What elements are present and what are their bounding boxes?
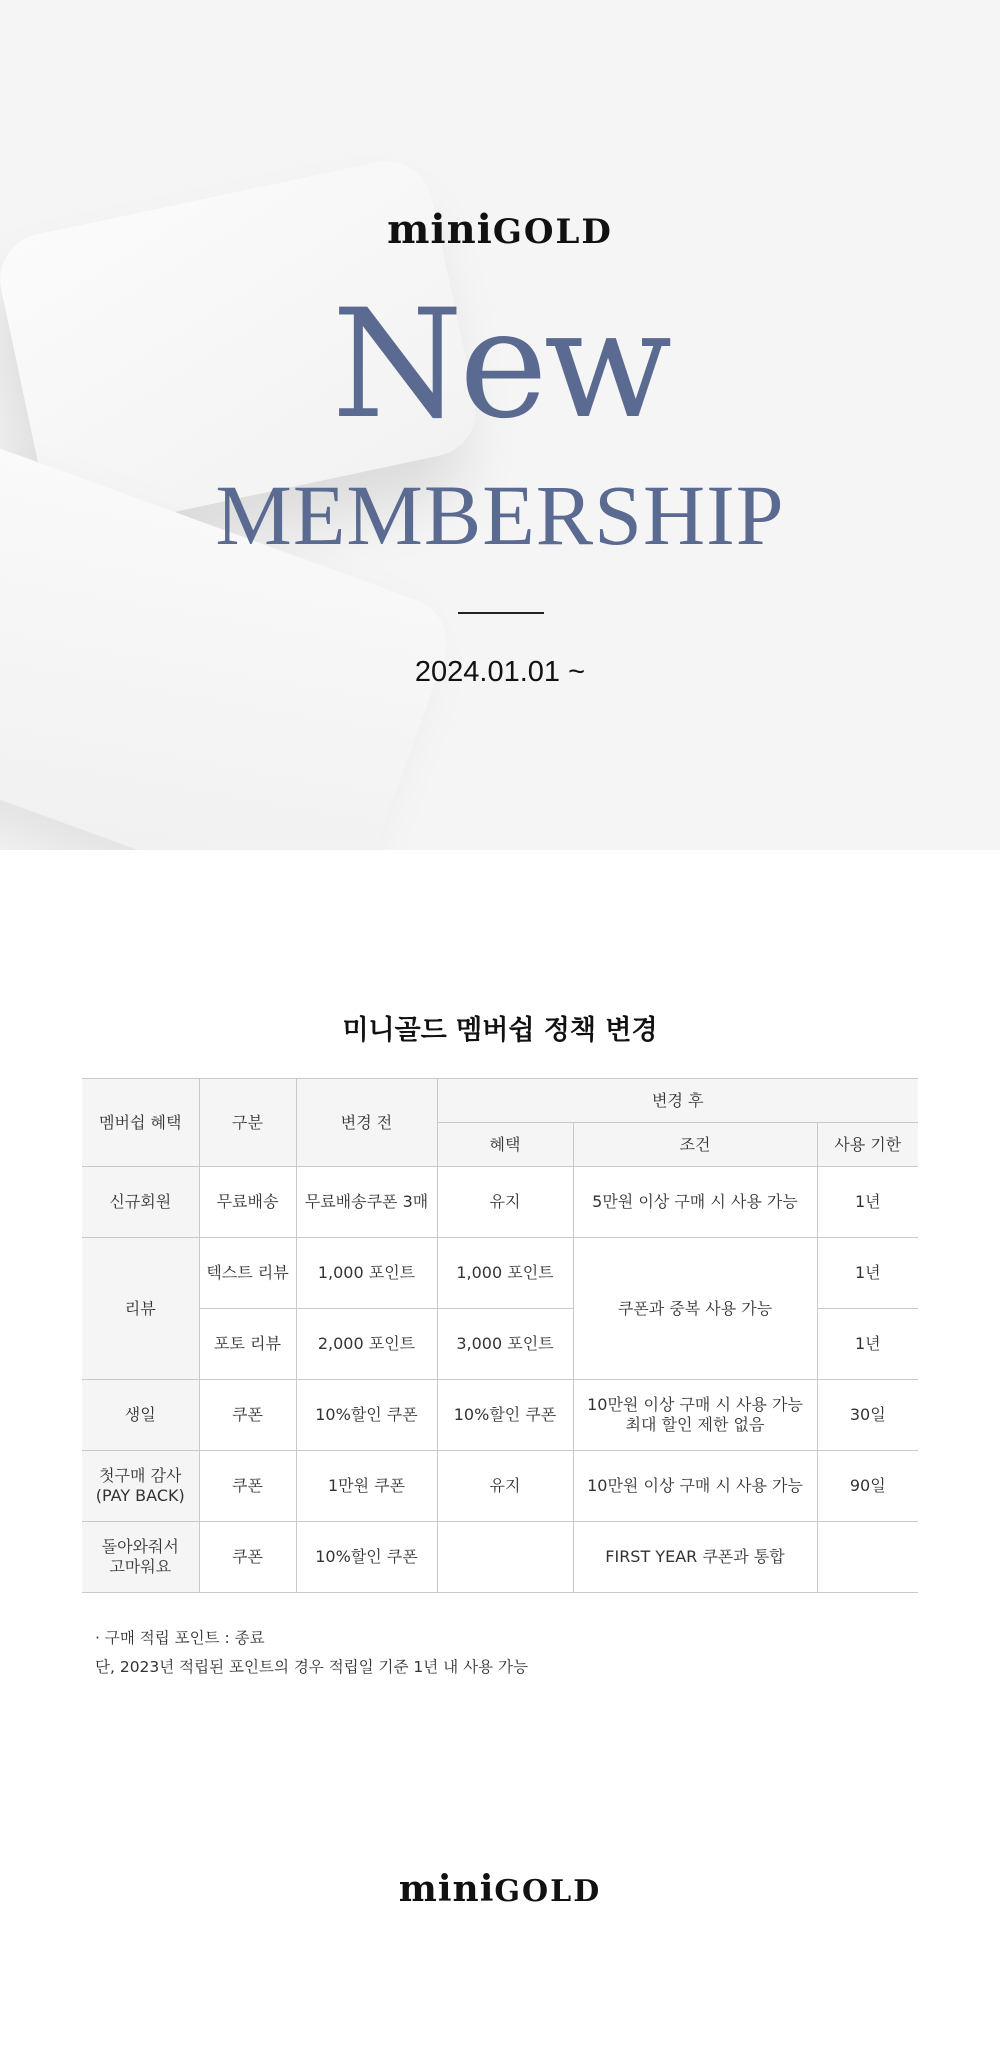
row-after-benefit: 유지	[437, 1167, 573, 1238]
row-after-benefit: 10%할인 쿠폰	[437, 1380, 573, 1451]
header-after: 변경 후	[437, 1079, 918, 1123]
table-row	[82, 1238, 918, 1309]
row-category: 무료배송	[199, 1167, 296, 1238]
note-line: · 구매 적립 포인트 : 종료	[95, 1629, 265, 1647]
header-after-benefit: 혜택	[437, 1123, 573, 1167]
row-condition: 5만원 이상 구매 시 사용 가능	[573, 1167, 817, 1238]
row-category: 텍스트 리뷰	[199, 1238, 296, 1309]
row-before: 10%할인 쿠폰	[296, 1522, 437, 1593]
row-period	[817, 1522, 918, 1593]
brand-logo[interactable]	[0, 206, 1000, 253]
row-condition: 10만원 이상 구매 시 사용 가능	[573, 1451, 817, 1522]
row-category: 쿠폰	[199, 1451, 296, 1522]
row-condition: 쿠폰과 중복 사용 가능	[573, 1238, 817, 1380]
table-row	[82, 1167, 918, 1238]
row-category: 포토 리뷰	[199, 1309, 296, 1380]
condition-line: 10만원 이상 구매 시 사용 가능	[587, 1395, 803, 1414]
header-before: 변경 전	[296, 1079, 437, 1167]
footer-brand-logo[interactable]	[0, 1868, 1000, 1910]
row-after-benefit: 유지	[437, 1451, 573, 1522]
hero-headline: New	[331, 278, 669, 452]
brand-logo-gold: GOLD	[492, 212, 613, 252]
header-benefit: 멤버쉽 혜택	[82, 1079, 199, 1167]
header-after-period: 사용 기한	[817, 1123, 918, 1167]
benefit-line: 돌아와줘서	[101, 1537, 179, 1556]
note-line: 단, 2023년 적립된 포인트의 경우 적립일 기준 1년 내 사용 가능	[95, 1658, 528, 1676]
section-title: 미니골드 멤버쉽 정책 변경	[342, 1015, 658, 1046]
brand-logo-gold: GOLD	[494, 1874, 602, 1909]
hero-date: 2024.01.01 ~	[414, 656, 586, 688]
table-row	[82, 1451, 918, 1522]
condition-line: 최대 할인 제한 없음	[625, 1415, 765, 1434]
row-period: 1년	[817, 1309, 918, 1380]
header-after-condition: 조건	[573, 1123, 817, 1167]
table-row	[82, 1522, 918, 1593]
row-period: 1년	[817, 1238, 918, 1309]
brand-logo-mini: mini	[398, 1868, 495, 1910]
row-benefit: 리뷰	[82, 1238, 199, 1380]
membership-policy-table	[82, 1078, 918, 1593]
divider	[458, 612, 544, 614]
row-after-benefit: 3,000 포인트	[437, 1309, 573, 1380]
row-after-benefit	[437, 1522, 573, 1593]
row-before: 1만원 쿠폰	[296, 1451, 437, 1522]
row-before: 1,000 포인트	[296, 1238, 437, 1309]
hero-subheadline: MEMBERSHIP	[215, 467, 785, 563]
benefit-line: 첫구매 감사	[99, 1466, 182, 1485]
row-condition	[573, 1380, 817, 1451]
row-after-benefit: 1,000 포인트	[437, 1238, 573, 1309]
row-category: 쿠폰	[199, 1522, 296, 1593]
row-before: 2,000 포인트	[296, 1309, 437, 1380]
row-before: 10%할인 쿠폰	[296, 1380, 437, 1451]
row-period: 90일	[817, 1451, 918, 1522]
row-period: 30일	[817, 1380, 918, 1451]
row-period: 1년	[817, 1167, 918, 1238]
row-before: 무료배송쿠폰 3매	[296, 1167, 437, 1238]
row-benefit: 생일	[82, 1380, 199, 1451]
benefit-line: 고마워요	[109, 1557, 172, 1576]
header-category: 구분	[199, 1079, 296, 1167]
row-benefit	[82, 1451, 199, 1522]
table-row	[82, 1380, 918, 1451]
policy-notes	[95, 1624, 528, 1682]
row-condition: FIRST YEAR 쿠폰과 통합	[573, 1522, 817, 1593]
row-category: 쿠폰	[199, 1380, 296, 1451]
row-benefit: 신규회원	[82, 1167, 199, 1238]
row-benefit	[82, 1522, 199, 1593]
benefit-line: (PAY BACK)	[95, 1486, 185, 1505]
brand-logo-mini: mini	[387, 206, 493, 253]
